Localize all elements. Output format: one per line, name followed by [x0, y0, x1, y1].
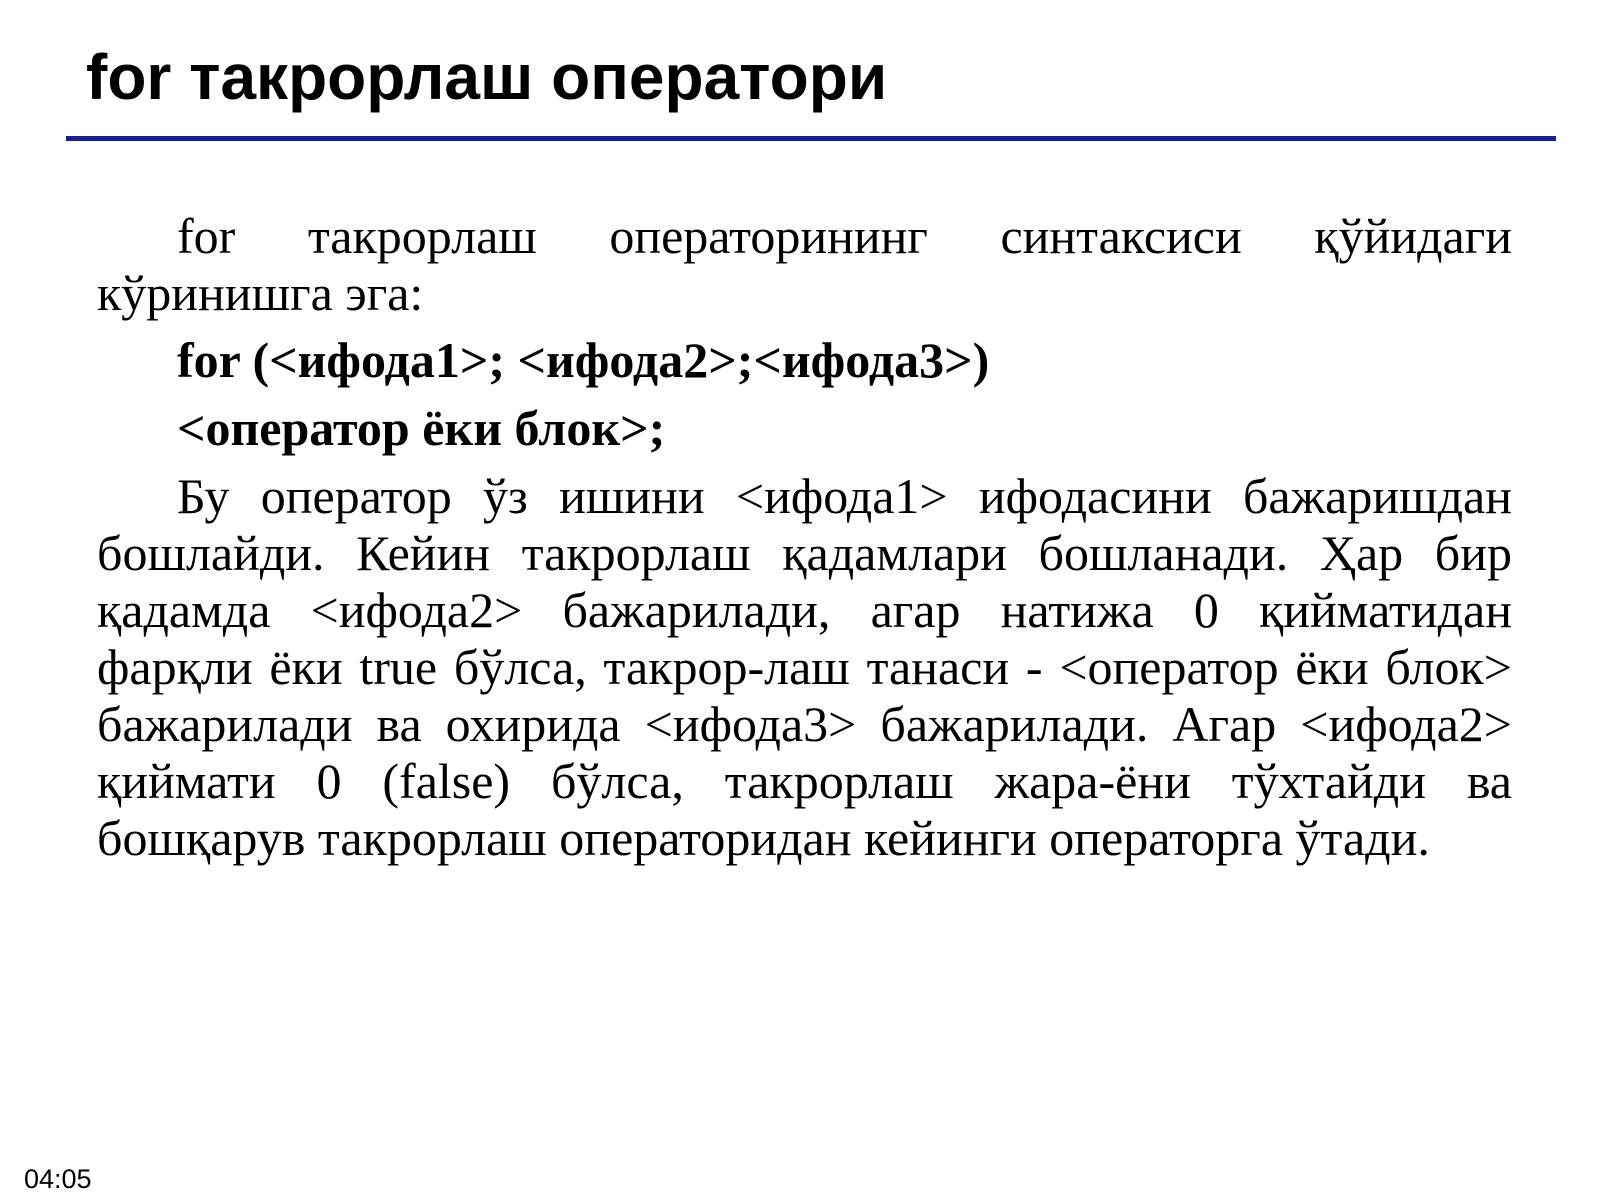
description-paragraph: Бу оператор ўз ишини <ифода1> ифодасини бажаришдан бошлайди. Кейин такрорлаш қадамлари бошланади. Ҳар бир қадамда <ифода2> бажарилади, агар натижа 0 қийматидан фарқли ёки true бўлса, такрор-лаш танаси - <оператор ёки блок> бажарилади ва охирида <ифода3> бажарилади. Агар <ифода2> қиймати 0 (false) бўлса, такрорлаш жара-ёни тўхтайди ва бошқарув такрорлаш операторидан кейинги операторга ўтади.	[97, 468, 1512, 866]
syntax-line-for: for (<ифода1>; <ифода2>;<ифода3>)	[177, 332, 990, 388]
slide-title: for такрорлаш оператори	[86, 41, 888, 113]
title-underline	[66, 136, 1556, 141]
slide-time: 04:05	[24, 1164, 92, 1194]
intro-paragraph: for такрорлаш операторининг синтаксиси қўйидаги кўринишга эга:	[97, 208, 1512, 321]
slide-body	[97, 208, 1512, 867]
syntax-line-body: <оператор ёки блок>;	[177, 400, 666, 456]
